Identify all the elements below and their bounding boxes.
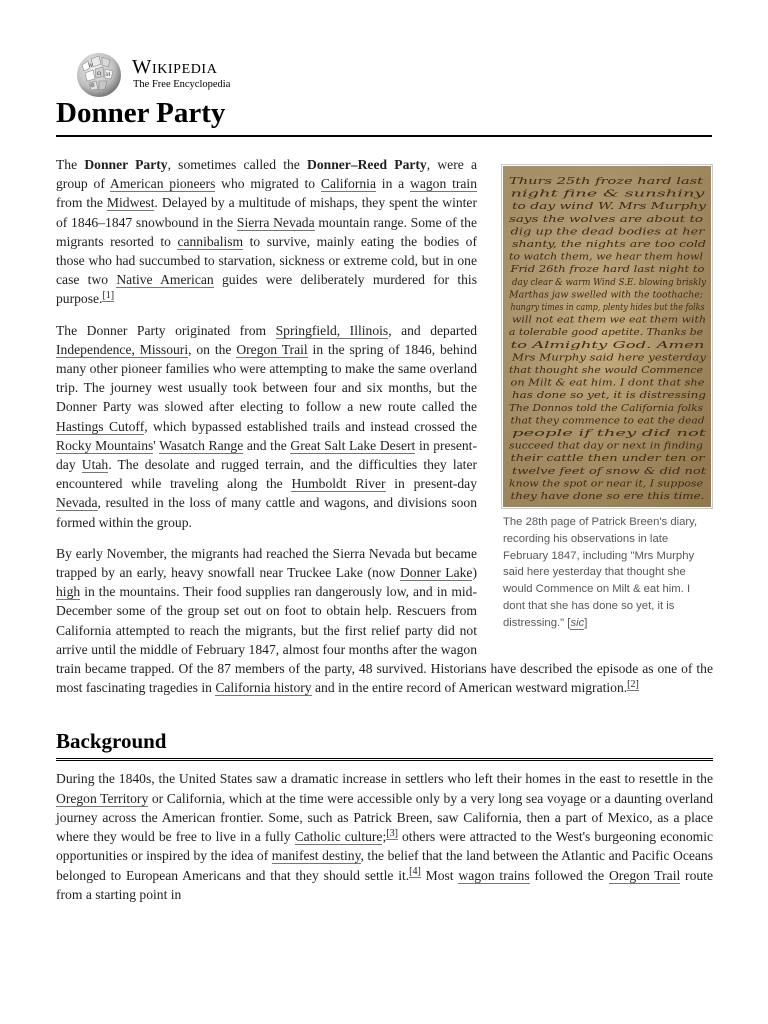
text: The Donner Party originated from — [56, 322, 276, 338]
diary-handwriting-line: to day wind W. Mrs Murphy — [512, 201, 707, 213]
link-oregon-trail-2[interactable]: Oregon Trail — [608, 867, 681, 883]
link-wagon-train[interactable]: wagon train — [410, 176, 477, 192]
text: The — [56, 157, 85, 172]
text: , the belief that the land between the Atlantic and Pacific Oceans belonged to European Americans and that they should settle it. — [56, 848, 714, 883]
svg-text:Ω: Ω — [97, 71, 102, 77]
link-manifest-destiny[interactable]: manifest destiny — [271, 848, 361, 864]
link-oregon-trail[interactable]: Oregon Trail — [236, 341, 308, 357]
citation-link[interactable]: [4] — [409, 865, 421, 877]
diary-figure — [501, 164, 713, 632]
article-body — [56, 155, 713, 916]
text: . Delayed by a multitude of mishaps, they spent the winter of 1846–1847 snowbound in the — [56, 195, 477, 230]
figure-caption — [501, 514, 713, 632]
text: ' — [153, 437, 160, 453]
diary-handwriting-line: to Almighty God. Amen — [510, 339, 705, 351]
caption-end: ] — [584, 616, 588, 629]
diary-handwriting-line: that thought she would Commence — [509, 365, 704, 376]
link-midwest[interactable]: Midwest — [106, 195, 155, 211]
diary-handwriting-line: shanty, the nights are too cold — [512, 239, 706, 250]
citation-link[interactable]: [1] — [102, 289, 115, 301]
link-wagon-trains[interactable]: wagon trains — [458, 867, 530, 883]
link-native-american[interactable]: Native American — [116, 272, 214, 288]
background-paragraph-1 — [56, 769, 713, 903]
text: in the mountains. Their food supplies ran dangerously low, and in mid-December some of the group set out on foot to obtain help. Rescuers from California attempted to reach the migrants, but the first relief party did not arrive until the middle of February 1847, almost four months after the wagon train became trapped. Of the 87 members of the party, 48 survived. Historians have described the episode as one of the most fascinating tragedies in — [56, 584, 713, 696]
text: ) — [472, 565, 477, 581]
wikipedia-tagline: The Free Encyclopedia — [133, 79, 231, 90]
text: , on the — [188, 341, 237, 357]
text: or California, which at the time were accessible only by a very long sea voyage or a daunting overland journey across the American frontier. Some, such as Patrick Breen, saw California, then a part of Mexico, as a place where they would be free to live in a fully — [56, 790, 713, 845]
citation-4[interactable] — [409, 866, 421, 878]
diary-handwriting-line: know the spot or near it, I suppose — [509, 478, 704, 490]
text: others were attracted to the West's burgeoning economic opportunities or inspired by the idea of — [56, 829, 713, 864]
diary-handwriting-line: that they commence to eat the dead — [510, 415, 705, 427]
link-independence-missouri[interactable]: Independence, Missouri — [56, 341, 189, 357]
caption-text: The 28th page of Patrick Breen's diary, recording his observations in late February 1847, including "Mrs Murphy said here yesterday that thought she would Commence on Milt & eat him. I dont that she has done so yet, it is distressing." [ — [503, 516, 698, 629]
diary-handwriting-line: hungry times in camp, plenty hides but the folks — [510, 302, 705, 313]
diary-handwriting-line: Frid 26th froze hard last night to — [509, 264, 705, 276]
diary-handwriting-line: people if they did not — [512, 428, 707, 439]
link-humboldt-river[interactable]: Humboldt River — [291, 476, 386, 492]
text: who migrated to — [215, 176, 321, 192]
link-utah[interactable]: Utah — [81, 457, 109, 473]
citation-2[interactable] — [627, 679, 639, 691]
diary-handwriting-line: twelve feet of snow & did not — [512, 465, 707, 477]
text: , sometimes called the — [167, 157, 308, 172]
section-heading-background: Background — [56, 727, 713, 761]
citation-link[interactable]: [2] — [627, 678, 639, 690]
link-donner-lake[interactable]: Donner Lake — [399, 565, 473, 581]
diary-handwriting-line: to watch them, we hear them howl — [509, 251, 703, 263]
text: . The desolate and rugged terrain, and the difficulties they later encountered while traveling along the — [56, 457, 478, 492]
diary-handwriting-line: on Milt & eat him. I dont that she — [510, 377, 705, 389]
diary-image-frame[interactable] — [501, 164, 713, 509]
text: During the 1840s, the United States saw a dramatic increase in settlers who left their homes in the east to resettle in the — [56, 771, 713, 787]
svg-text:И: И — [106, 72, 111, 78]
wikipedia-globe-icon — [74, 51, 124, 99]
diary-handwriting-line: Marthas jaw swelled with the toothache; — [508, 289, 703, 301]
text: , were a group of — [56, 157, 477, 192]
diary-handwriting-line: they have done so ere this time. — [510, 491, 705, 502]
diary-handwriting-line: succeed that day or next in finding — [509, 440, 703, 452]
text: Most — [420, 867, 459, 883]
link-springfield-illinois[interactable]: Springfield, Illinois — [275, 322, 389, 338]
link-oregon-territory[interactable]: Oregon Territory — [56, 790, 149, 806]
diary-handwriting-line: day clear & warm Wind S.E. blowing briskly — [512, 276, 707, 288]
link-catholic-culture[interactable]: Catholic culture — [294, 829, 383, 845]
text: from the — [56, 195, 107, 211]
diary-handwriting-line: a tolerable good apetite. Thanks be — [509, 327, 704, 339]
wikipedia-wordmark: Wikipedia — [132, 56, 218, 78]
text: , resulted in the loss of many cattle and wagons, and divisions soon formed within the group. — [56, 495, 477, 530]
svg-text:維: 維 — [90, 83, 96, 89]
text: to survive, mainly eating the bodies of those who had succumbed to starvation, sickness or extreme cold, but in one case two — [56, 233, 478, 288]
page-title: Donner Party — [56, 93, 712, 137]
link-wasatch-range[interactable]: Wasatch Range — [159, 437, 244, 453]
text: and in the entire record of American westward migration. — [311, 680, 628, 696]
link-american-pioneers[interactable]: American pioneers — [109, 176, 216, 192]
text: in the spring of 1846, behind many other pioneer families who were attempting to make the same overland trip. The journey west usually took between four and six months, but the Donner Party was slowed after electing to follow a new route called the — [56, 341, 477, 415]
bold-term: Donner Party — [84, 157, 168, 172]
citation-3[interactable] — [386, 828, 398, 840]
diary-handwriting-line: their cattle then under ten or — [510, 453, 707, 465]
diary-handwriting-line: dig up the dead bodies at her — [510, 226, 707, 238]
diary-handwriting-line: Thurs 25th froze hard last — [509, 176, 704, 187]
text: route from a starting point in — [56, 867, 713, 902]
text: , and departed — [388, 322, 477, 338]
citation-link[interactable]: [3] — [386, 827, 398, 839]
sic-link[interactable]: sic — [570, 616, 585, 629]
link-rocky-mountains[interactable]: Rocky Mountains — [56, 437, 154, 453]
text: ; — [382, 829, 387, 845]
link-high[interactable]: high — [56, 584, 81, 600]
bold-term: Donner–Reed Party — [307, 157, 427, 172]
diary-handwriting-line: Mrs Murphy said here yesterday — [510, 352, 707, 364]
text: and the — [243, 437, 291, 453]
link-hastings-cutoff[interactable]: Hastings Cutoff — [56, 418, 145, 434]
link-great-salt-lake-desert[interactable]: Great Salt Lake Desert — [290, 437, 416, 453]
diary-handwriting-line: night fine & sunshiny — [510, 188, 706, 200]
text: in a — [376, 176, 411, 192]
diary-handwriting-line: has done so yet, it is distressing — [512, 390, 706, 402]
text: in present-day — [385, 476, 477, 492]
text: followed the — [529, 867, 609, 883]
diary-handwriting-line: says the wolves are about to — [509, 213, 704, 225]
text: in present-day — [56, 437, 477, 473]
citation-1[interactable] — [102, 290, 114, 302]
text: guides were deliberately murdered for this purpose. — [56, 272, 477, 307]
link-nevada[interactable]: Nevada — [56, 495, 98, 511]
diary-handwriting-line: The Donnos told the California folks — [509, 402, 704, 414]
text: , which bypassed established trails and instead crossed the — [144, 418, 477, 434]
text: By early November, the migrants had reached the Sierra Nevada but became trapped by an early, heavy snowfall near Truckee Lake (now — [56, 545, 477, 581]
svg-text:W: W — [88, 63, 94, 69]
text: mountain range. Some of the migrants resorted to — [56, 214, 477, 249]
link-california[interactable]: California — [320, 176, 376, 192]
diary-page-image — [503, 166, 711, 507]
link-sierra-nevada[interactable]: Sierra Nevada — [236, 214, 315, 230]
diary-handwriting-line: will not eat them we eat them with — [512, 314, 706, 326]
link-cannibalism[interactable]: cannibalism — [177, 233, 244, 249]
link-california-history[interactable]: California history — [215, 680, 312, 696]
